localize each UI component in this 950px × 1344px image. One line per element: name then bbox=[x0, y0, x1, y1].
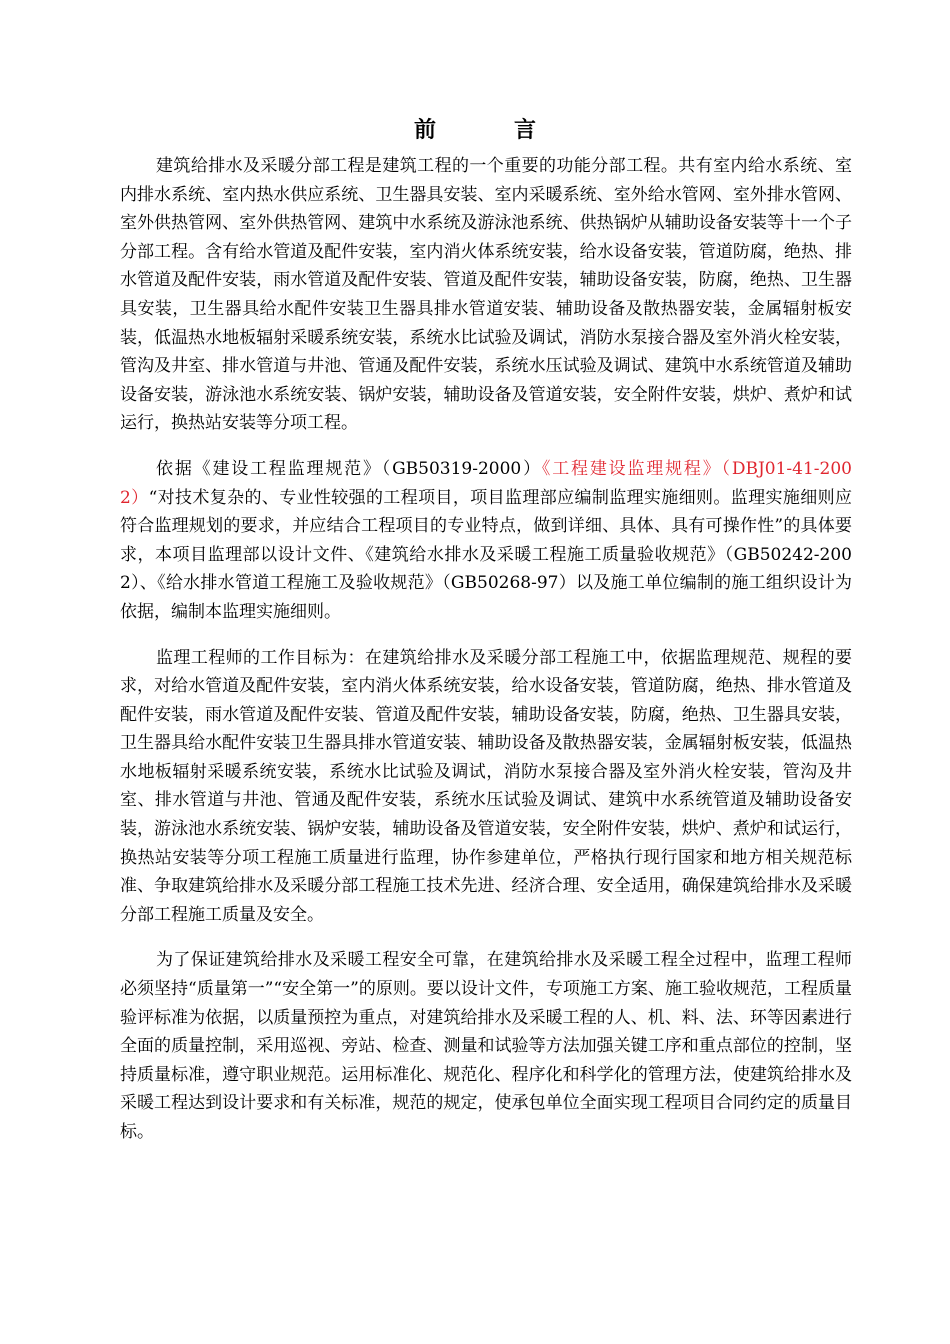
paragraph-overview: 建筑给排水及采暖分部工程是建筑工程的一个重要的功能分部工程。共有室内给水系统、室内排水系统、室内热水供应系统、卫生器具安装、室内采暖系统、室外给水管网、室外排水管网、室外供热管网、室外供热管网、建筑中水系统及游泳池系统、供热锅炉从辅助设备安装等十一个子分部工程。含有给水管道及配件安装，室内消火体系统安装，给水设备安装，管道防腐，绝热、排水管道及配件安装，雨水管道及配件安装、管道及配件安装，辅助设备安装，防腐，绝热、卫生器具安装，卫生器具给水配件安装卫生器具排水管道安装、辅助设备及散热器安装，金属辐射板安装，低温热水地板辐射采暖系统安装，系统水比试验及调试，消防水泵接合器及室外消火栓安装，管沟及井室、排水管道与井池、管通及配件安装，系统水压试验及调试、建筑中水系统管道及辅助设备安装，游泳池水系统安装、锅炉安装，辅助设备及管道安装，安全附件安装，烘炉、煮炉和试运行，换热站安装等分项工程。 bbox=[120, 156, 852, 434]
title-char-1: 前 bbox=[413, 118, 436, 143]
paragraph-principles: 为了保证建筑给排水及采暖工程安全可靠，在建筑给排水及采暖工程全过程中，监理工程师必须坚持“质量第一”“安全第一”的原则。要以设计文件，专项施工方案、施工验收规范，工程质量验评标准为依据，以质量预控为重点，对建筑给排水及采暖工程的人、机、料、法、环等因素进行全面的质量控制，采用巡视、旁站、检查、测量和试验等方法加强关键工序和重点部位的控制，坚持质量标准，遵守职业规范。运用标准化、规范化、程序化和科学化的管理方法，使建筑给排水及采暖工程达到设计要求和有关标准，规范的规定，使承包单位全面实现工程项目合同约定的质量目标。 bbox=[120, 950, 852, 1142]
paragraph-basis bbox=[120, 455, 852, 627]
document-body bbox=[120, 152, 852, 1164]
page-title bbox=[0, 114, 950, 148]
basis-highlighted-regulation: 《工程建设监理规程》（DBJ01-41-2002） bbox=[120, 458, 852, 508]
basis-text-start: 依据《建设工程监理规范》（GB50319-2000） bbox=[156, 458, 542, 479]
basis-text-end: “对技术复杂的、专业性较强的工程项目，项目监理部应编制监理实施细则。监理实施细则应符合监理规划的要求，并应结合工程项目的专业特点，做到详细、具体、具有可操作性”的具体要求，本项目监理部以设计文件、《建筑给水排水及采暖工程施工质量验收规范》（GB50242-2002）、《给水排水管道工程施工及验收规范》（GB50268-97）以及施工单位编制的施工组织设计为依据，编制本监理实施细则。 bbox=[120, 487, 852, 622]
title-char-2: 言 bbox=[514, 118, 537, 143]
paragraph-goals: 监理工程师的工作目标为：在建筑给排水及采暖分部工程施工中，依据监理规范、规程的要求，对给水管道及配件安装，室内消火体系统安装，给水设备安装，管道防腐，绝热、排水管道及配件安装，雨水管道及配件安装、管道及配件安装，辅助设备安装，防腐，绝热、卫生器具安装，卫生器具给水配件安装卫生器具排水管道安装、辅助设备及散热器安装，金属辐射板安装，低温热水地板辐射采暖系统安装，系统水比试验及调试，消防水泵接合器及室外消火栓安装，管沟及井室、排水管道与井池、管通及配件安装，系统水压试验及调试、建筑中水系统管道及辅助设备安装，游泳池水系统安装、锅炉安装，辅助设备及管道安装，安全附件安装，烘炉、煮炉和试运行，换热站安装等分项工程施工质量进行监理，协作参建单位，严格执行现行国家和地方相关规范标准、争取建筑给排水及采暖分部工程施工技术先进、经济合理、安全适用，确保建筑给排水及采暖分部工程施工质量及安全。 bbox=[120, 647, 852, 925]
